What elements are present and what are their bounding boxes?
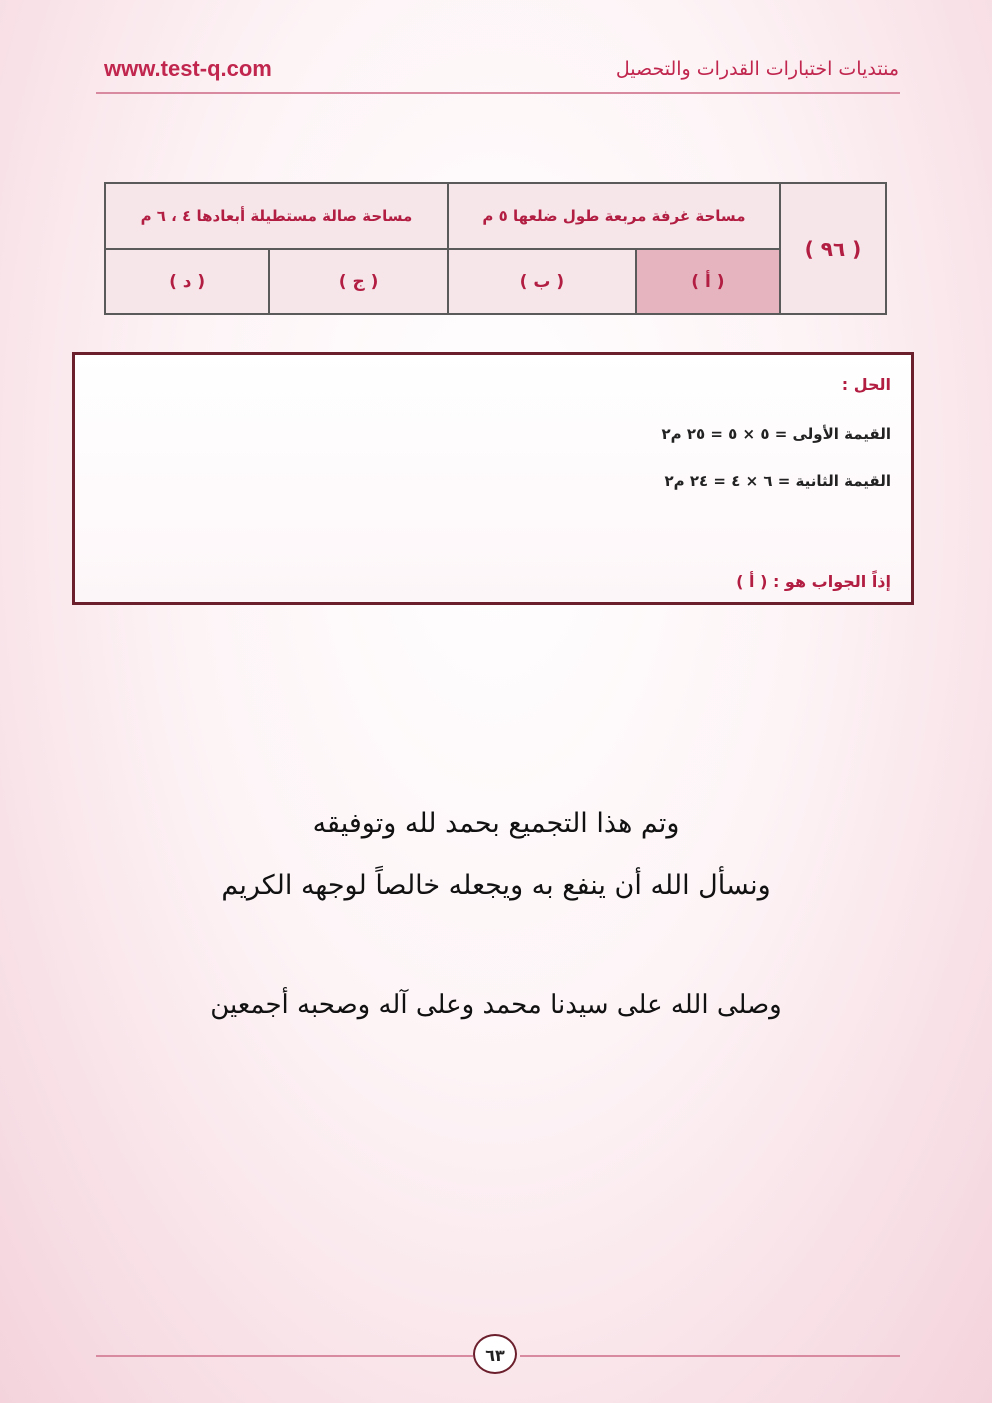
page-number: ٦٣ [473,1334,517,1374]
footer-divider-right [520,1355,900,1357]
closing-line-1: وتم هذا التجميع بحمد لله وتوفيقه [312,808,680,839]
option-a[interactable]: ( أ ) [636,249,780,314]
statement-a: مساحة غرفة مربعة طول ضلعها ٥ م [448,183,780,249]
solution-title: الحل : [841,375,891,394]
solution-box [72,352,914,605]
site-url: www.test-q.com [104,56,272,81]
footer-divider-left [96,1355,473,1357]
closing-line-3: وصلى الله على سيدنا محمد وعلى آله وصحبه أجمعين [210,990,782,1020]
statement-b: مساحة صالة مستطيلة أبعادها ٤ ، ٦ م [105,183,448,249]
option-b[interactable]: ( ب ) [448,249,636,314]
option-d[interactable]: ( د ) [105,249,269,314]
header-divider [96,92,900,94]
option-c[interactable]: ( ج ) [269,249,448,314]
solution-answer: إذاً الجواب هو : ( أ ) [736,572,891,591]
question-table [104,182,887,315]
solution-line-2: القيمة الثانية = ٦ × ٤ = ٢٤ م٢ [664,472,891,490]
question-number: ( ٩٦ ) [780,183,886,314]
closing-line-2: ونسأل الله أن ينفع به ويجعله خالصاً لوجهه الكريم [221,870,771,901]
solution-line-1: القيمة الأولى = ٥ × ٥ = ٢٥ م٢ [661,425,891,443]
forum-title: منتديات اختبارات القدرات والتحصيل [615,58,899,80]
